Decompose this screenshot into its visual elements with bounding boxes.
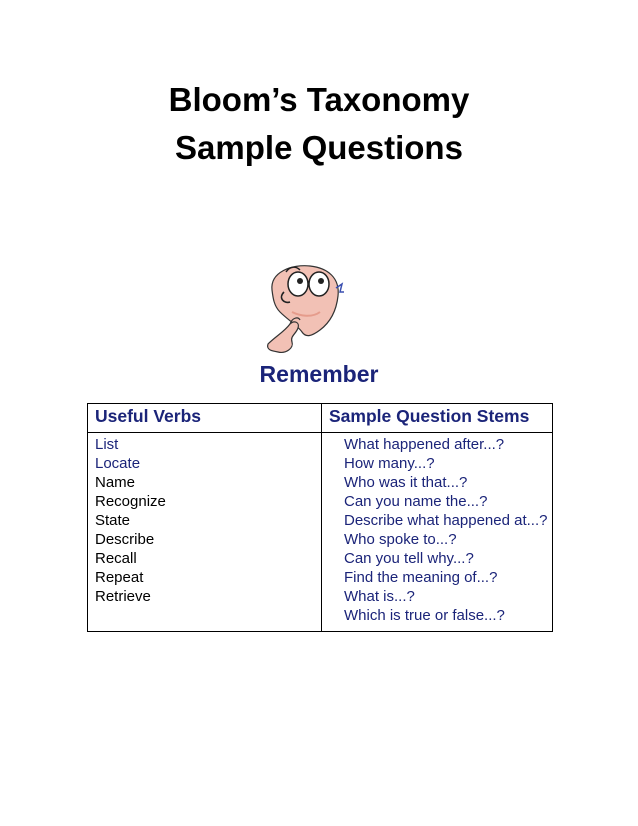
stems-cell [322,433,553,632]
question-stem-text: Find the meaning of...? [344,569,498,586]
question-table [87,403,553,632]
verb-item: Describe [95,531,155,548]
bullet-icon [326,568,344,587]
question-stem-text: Which is true or false...? [344,607,505,624]
question-stem [326,549,552,568]
question-stem-text: What is...? [344,588,415,605]
question-stem [326,473,552,492]
bullet-icon [326,606,344,625]
bullet-icon [326,587,344,606]
verb-item: Retrieve [95,588,151,605]
verb-item: Repeat [95,569,144,586]
question-stem-text: Who was it that...? [344,474,468,491]
bullet-icon [326,473,344,492]
question-stem-text: How many...? [344,455,435,472]
table-row [88,433,553,632]
bullet-icon [326,511,344,530]
verb-item: Locate [95,455,141,472]
question-stem-text: Can you tell why...? [344,550,474,567]
bullet-icon [326,492,344,511]
thinking-face-icon [262,262,352,362]
question-stem [326,435,552,454]
question-stem-text: Can you name the...? [344,493,488,510]
question-stem [326,454,552,473]
question-stem [326,511,552,530]
bullet-icon [326,454,344,473]
verb-item: Name [95,474,136,491]
verbs-cell [88,433,322,632]
verb-item: Recognize [95,493,166,510]
bullet-icon [326,549,344,568]
bullet-icon [326,435,344,454]
question-stem [326,492,552,511]
column-header-sample-question-stems: Sample Question Stems [322,404,553,433]
question-stem [326,587,552,606]
verb-item: Recall [95,550,137,567]
column-header-useful-verbs: Useful Verbs [88,404,322,433]
page-title-line-2: Sample Questions [175,129,463,166]
verb-item: List [95,436,119,453]
question-stem-text: Who spoke to...? [344,531,457,548]
question-stem-text: Describe what happened at...? [344,512,548,529]
table-header-row [88,404,553,433]
section-heading: Remember [259,361,379,387]
question-stem [326,568,552,587]
page-title-line-1: Bloom’s Taxonomy [168,81,470,118]
question-stem-text: What happened after...? [344,436,505,453]
question-stem [326,530,552,549]
verb-item: State [95,512,131,529]
bullet-icon [326,530,344,549]
question-stem [326,606,552,625]
